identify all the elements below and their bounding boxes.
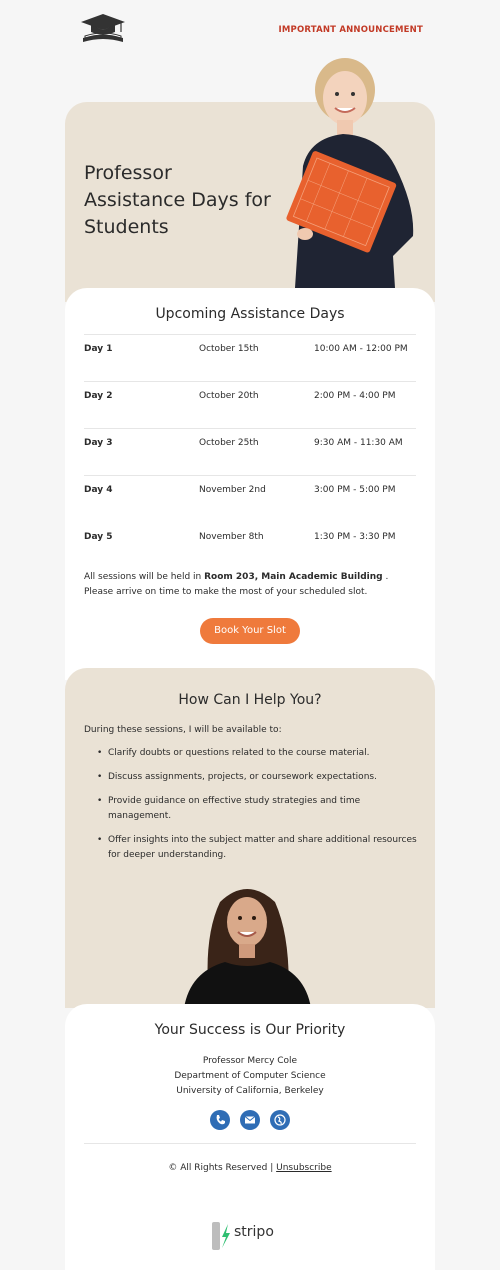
professor-name: Professor Mercy Cole bbox=[202, 1056, 298, 1066]
footer-divider bbox=[84, 1143, 416, 1144]
hero-woman-holding-folder-image bbox=[265, 56, 425, 288]
schedule-row bbox=[84, 335, 416, 401]
day-time: 10:00 AM - 12:00 PM bbox=[314, 344, 408, 354]
help-list bbox=[108, 746, 418, 872]
help-title: How Can I Help You? bbox=[178, 692, 322, 708]
globe-icon[interactable] bbox=[270, 1110, 290, 1130]
stripo-brand: stripo bbox=[234, 1224, 274, 1240]
announcement-label: IMPORTANT ANNOUNCEMENT bbox=[278, 25, 423, 35]
email-header bbox=[65, 0, 435, 60]
list-item: • Clarify doubts or questions related to the course material. bbox=[108, 746, 418, 761]
mail-icon[interactable] bbox=[240, 1110, 260, 1130]
note-before: All sessions will be held in bbox=[84, 572, 205, 582]
day-date: October 15th bbox=[199, 344, 259, 354]
university: University of California, Berkeley bbox=[176, 1086, 324, 1096]
note-location: Room 203, Main Academic Building bbox=[204, 572, 383, 582]
copyright-text: © All Rights Reserved | bbox=[168, 1163, 277, 1173]
list-item: • Offer insights into the subject matter and share additional resources for deeper understanding. bbox=[108, 833, 418, 863]
footer-title: Your Success is Our Priority bbox=[154, 1022, 346, 1038]
day-label: Day 5 bbox=[84, 532, 113, 542]
day-label: Day 4 bbox=[84, 485, 113, 495]
copyright-line bbox=[65, 1163, 435, 1173]
stripo-badge[interactable] bbox=[210, 1218, 290, 1254]
help-intro: During these sessions, I will be available to: bbox=[84, 725, 282, 735]
list-item: • Discuss assignments, projects, or coursework expectations. bbox=[108, 770, 418, 785]
department: Department of Computer Science bbox=[174, 1071, 326, 1081]
day-date: November 2nd bbox=[199, 485, 266, 495]
signature bbox=[65, 1054, 435, 1099]
schedule-row bbox=[84, 288, 416, 354]
schedule-card bbox=[65, 288, 435, 680]
book-slot-button[interactable]: Book Your Slot bbox=[200, 618, 300, 644]
help-section bbox=[65, 668, 435, 1008]
day-date: October 25th bbox=[199, 438, 259, 448]
stripo-logo-icon bbox=[210, 1220, 232, 1252]
schedule-row bbox=[84, 382, 416, 448]
hero-section bbox=[65, 102, 435, 302]
day-time: 2:00 PM - 4:00 PM bbox=[314, 391, 396, 401]
day-date: October 20th bbox=[199, 391, 259, 401]
day-time: 3:00 PM - 5:00 PM bbox=[314, 485, 396, 495]
hero-title: Professor Assistance Days for Students bbox=[84, 162, 271, 238]
schedule-row bbox=[84, 429, 416, 495]
professor-portrait-image bbox=[180, 880, 315, 1008]
note-after: . Please arrive on time to make the most of your scheduled slot. bbox=[84, 572, 389, 597]
schedule-row bbox=[84, 476, 416, 542]
day-label: Day 3 bbox=[84, 438, 113, 448]
day-time: 9:30 AM - 11:30 AM bbox=[314, 438, 403, 448]
day-time: 1:30 PM - 3:30 PM bbox=[314, 532, 396, 542]
contact-icons bbox=[210, 1110, 290, 1130]
phone-icon[interactable] bbox=[210, 1110, 230, 1130]
location-note bbox=[84, 570, 416, 600]
footer-card bbox=[65, 1004, 435, 1270]
day-label: Day 2 bbox=[84, 391, 113, 401]
day-date: November 8th bbox=[199, 532, 264, 542]
day-label: Day 1 bbox=[84, 344, 113, 354]
list-item: • Provide guidance on effective study strategies and time management. bbox=[108, 794, 418, 824]
unsubscribe-link[interactable]: Unsubscribe bbox=[276, 1163, 332, 1173]
schedule-title: Upcoming Assistance Days bbox=[155, 306, 345, 322]
graduation-cap-logo-icon[interactable] bbox=[77, 12, 129, 48]
